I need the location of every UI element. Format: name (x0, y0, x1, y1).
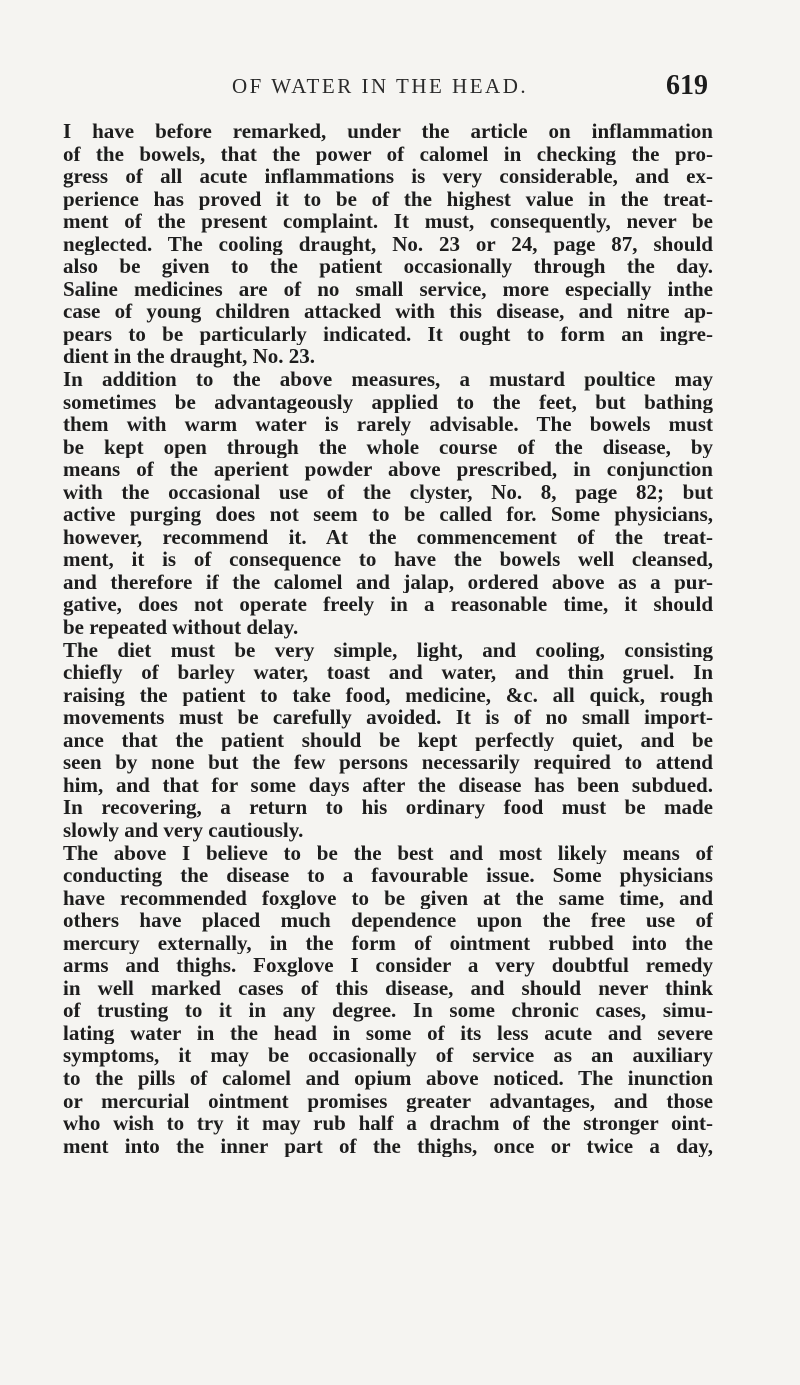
text-line: neglected. The cooling draught, No. 23 or 24, page 87, should (63, 232, 713, 256)
text-line: of trusting to it in any degree. In some chronic cases, simu- (63, 999, 713, 1022)
text-line: case of young children attacked with this disease, and nitre ap- (63, 300, 713, 323)
page-number: 619 (666, 70, 708, 101)
text-line: him, and that for some days after the disease has been subdued. (63, 773, 713, 797)
text-line: lating water in the head in some of its less acute and severe (63, 1021, 713, 1045)
text-line: others have placed much dependence upon the free use of (63, 909, 713, 932)
text-line: The above I believe to be the best and most likely means of (63, 841, 713, 865)
text-line: slowly and very cautiously. (63, 818, 304, 842)
text-line: In addition to the above measures, a mustard poultice may (63, 368, 713, 391)
text-line: of the bowels, that the power of calomel in checking the pro- (63, 142, 713, 166)
text-line: arms and thighs. Foxglove I consider a very doubtful remedy (63, 954, 713, 977)
text-line: gress of all acute inflammations is very considerable, and ex- (63, 165, 713, 188)
text-line: means of the aperient powder above prescribed, in conjunction (63, 458, 713, 481)
text-line: mercury externally, in the form of ointment rubbed into the (63, 931, 713, 955)
running-head (232, 70, 708, 110)
text-line: with the occasional use of the clyster, No. 8, page 82; but (63, 480, 713, 504)
text-line: them with warm water is rarely advisable. The bowels must (63, 413, 713, 436)
text-line: sometimes be advantageously applied to the feet, but bathing (63, 390, 713, 414)
text-line: I have before remarked, under the article on inflammation (63, 120, 713, 143)
text-line: chiefly of barley water, toast and water, and thin gruel. In (63, 661, 713, 684)
text-line: symptoms, it may be occasionally of service as an auxiliary (63, 1044, 713, 1067)
text-line: or mercurial ointment promises greater advantages, and those (63, 1089, 713, 1113)
text-line: dient in the draught, No. 23. (63, 345, 316, 369)
text-line: seen by none but the few persons necessarily required to attend (63, 751, 713, 774)
text-line: The diet must be very simple, light, and cooling, consisting (63, 638, 713, 662)
text-line: be repeated without delay. (63, 616, 299, 639)
body-text (63, 120, 713, 1157)
text-line: movements must be carefully avoided. It is of no small import- (63, 706, 713, 729)
text-line: Saline medicines are of no small service, more especially inthe (63, 277, 713, 301)
text-line: be kept open through the whole course of the disease, by (63, 435, 713, 459)
text-line: to the pills of calomel and opium above noticed. The inunction (63, 1066, 713, 1090)
text-line: perience has proved it to be of the highest value in the treat- (63, 187, 713, 211)
text-line: conducting the disease to a favourable issue. Some physicians (63, 864, 713, 887)
text-line: ance that the patient should be kept perfectly quiet, and be (63, 728, 713, 752)
text-line: and therefore if the calomel and jalap, ordered above as a pur- (63, 570, 713, 594)
text-line: ment, it is of consequence to have the bowels well cleansed, (63, 548, 713, 571)
text-line: ment of the present complaint. It must, consequently, never be (63, 210, 713, 233)
text-line: gative, does not operate freely in a reasonable time, it should (63, 593, 713, 617)
text-line: ment into the inner part of the thighs, once or twice a day, (63, 1134, 713, 1158)
running-title: OF WATER IN THE HEAD. (232, 74, 529, 98)
text-line: pears to be particularly indicated. It ought to form an ingre- (63, 322, 713, 346)
text-line: in well marked cases of this disease, and should never think (63, 976, 713, 1000)
text-line: who wish to try it may rub half a drachm of the stronger oint- (63, 1112, 713, 1135)
text-line: raising the patient to take food, medicine, &c. all quick, rough (63, 683, 713, 707)
text-line: active purging does not seem to be called for. Some physicians, (63, 503, 713, 526)
text-line: however, recommend it. At the commencement of the treat- (63, 525, 713, 549)
text-line: In recovering, a return to his ordinary food must be made (63, 796, 713, 819)
text-line: have recommended foxglove to be given at the same time, and (63, 886, 713, 910)
text-line: also be given to the patient occasionally through the day. (63, 255, 713, 278)
